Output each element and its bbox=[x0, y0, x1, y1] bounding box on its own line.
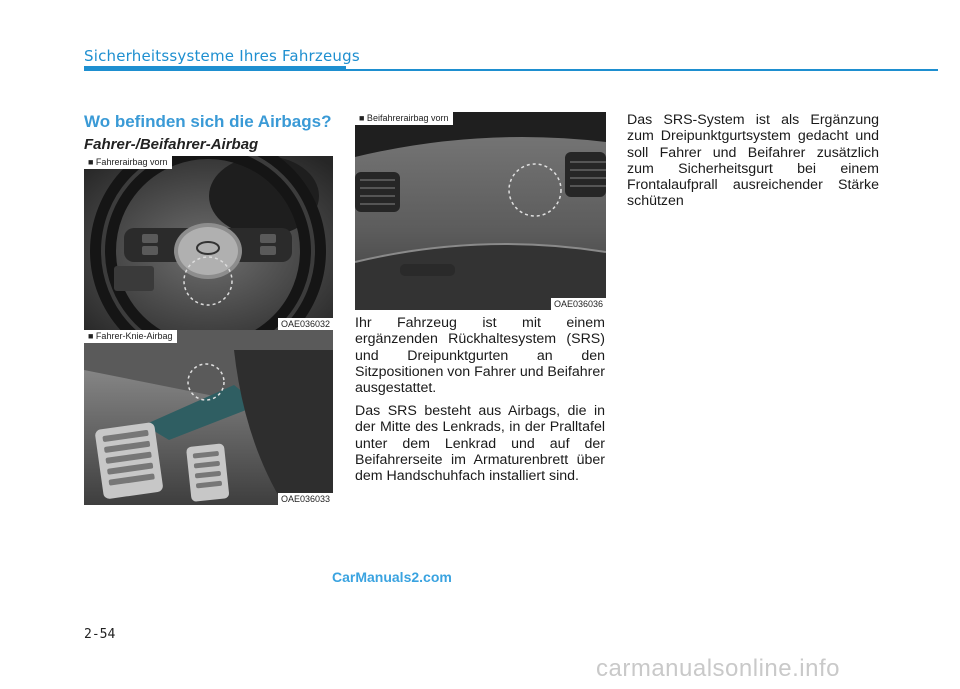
header-tab-bar bbox=[84, 66, 346, 71]
figure-code: OAE036032 bbox=[278, 318, 333, 330]
watermark-link[interactable]: CarManuals2.com bbox=[332, 569, 452, 585]
figure-driver-knee-airbag bbox=[84, 330, 333, 505]
figure-driver-front-airbag bbox=[84, 156, 333, 330]
body-paragraph-2: Das SRS besteht aus Airbags, die in der Mitte des Lenkrads, in der Pralltafel unter dem Lenkrad und auf der Beifahrerseite im Armaturenbrett über dem Handschuhfach installiert sind. bbox=[355, 403, 605, 485]
body-paragraph-3: Das SRS-System ist als Ergänzung zum Dreipunktgurtsystem gedacht und soll Fahrer und Beifahrer zusätzlich zum Sicherheitsgurt bei einem Frontalaufprall ausreichender Stärke schützen bbox=[627, 112, 879, 210]
figure-passenger-front-airbag bbox=[355, 112, 606, 310]
watermark-footer: carmanualsonline.info bbox=[596, 655, 840, 682]
figure-code: OAE036036 bbox=[551, 298, 606, 310]
steering-wheel-illustration bbox=[84, 156, 333, 330]
page-heading: Wo befinden sich die Airbags? bbox=[84, 112, 332, 131]
figure-label: ■ Beifahrerairbag vorn bbox=[355, 112, 453, 125]
figure-label: ■ Fahrer-Knie-Airbag bbox=[84, 330, 177, 343]
body-paragraph-1: Ihr Fahrzeug ist mit einem ergänzenden Rückhaltesystem (SRS) und Dreipunktgurten an den Sitzpositionen von Fahrer und Beifahrer ausgestattet. bbox=[355, 315, 605, 397]
figure-label: ■ Fahrerairbag vorn bbox=[84, 156, 172, 169]
dashboard-illustration bbox=[355, 112, 606, 310]
page-subheading: Fahrer-/Beifahrer-Airbag bbox=[84, 136, 259, 153]
section-title: Sicherheitssysteme Ihres Fahrzeugs bbox=[84, 47, 360, 65]
page-number: 2-54 bbox=[84, 627, 116, 642]
pedals-illustration bbox=[84, 330, 333, 505]
header-rule bbox=[346, 69, 938, 71]
figure-code: OAE036033 bbox=[278, 493, 333, 505]
